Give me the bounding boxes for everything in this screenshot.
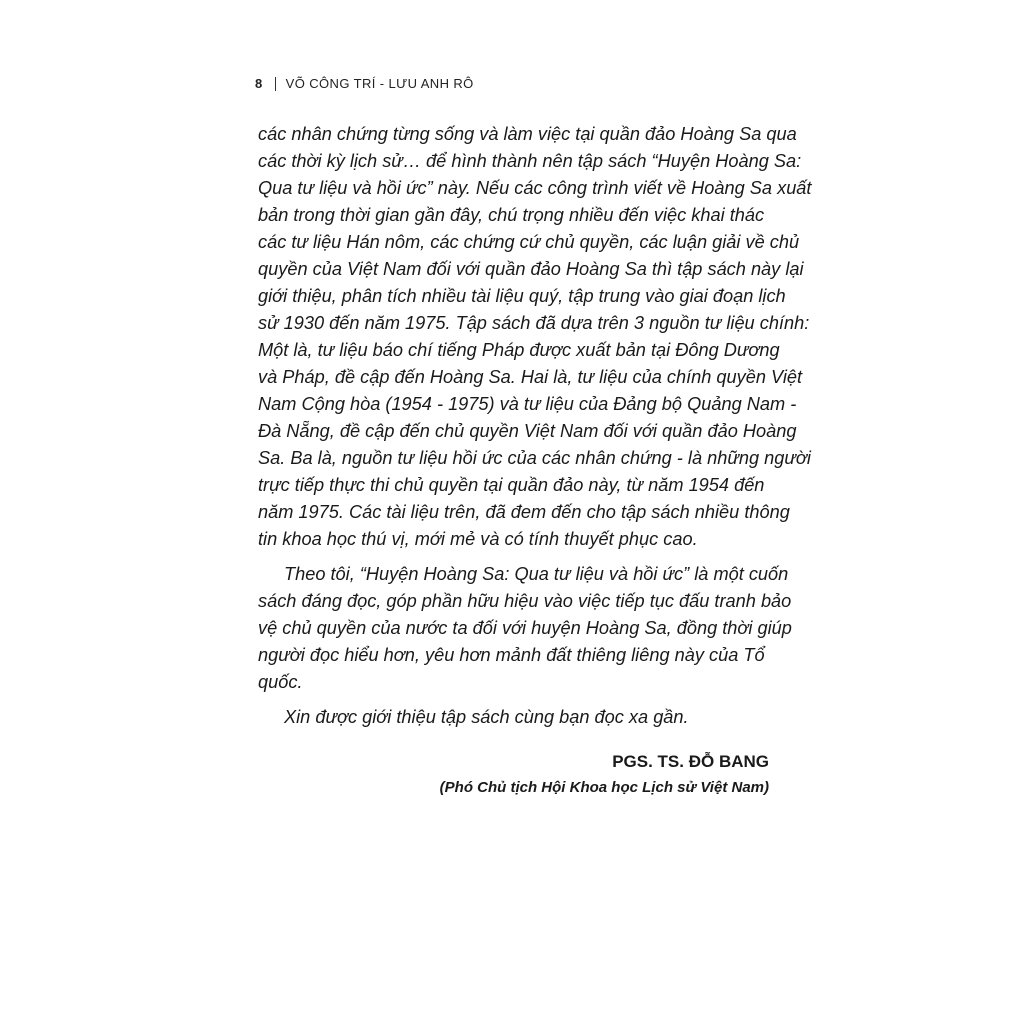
text-line: người đọc hiểu hơn, yêu hơn mảnh đất thiêng liêng này của Tổ <box>258 645 765 665</box>
text-line: bản trong thời gian gần đây, chú trọng nhiều đến việc khai thác <box>258 205 765 225</box>
text-line: tin khoa học thú vị, mới mẻ và có tính thuyết phục cao. <box>258 529 698 549</box>
signature-block <box>440 749 769 801</box>
running-header <box>255 76 474 91</box>
author-name: PGS. TS. ĐỖ BANG <box>612 752 769 771</box>
author-role: (Phó Chủ tịch Hội Khoa học Lịch sử Việt Nam) <box>439 779 769 796</box>
text-line: Sa. Ba là, nguồn tư liệu hồi ức của các nhân chứng - là những người <box>258 448 811 468</box>
text-line: và Pháp, đề cập đến Hoàng Sa. Hai là, tư liệu của chính quyền Việt <box>258 367 803 387</box>
body-text <box>258 121 812 731</box>
text-line: vệ chủ quyền của nước ta đối với huyện Hoàng Sa, đồng thời giúp <box>258 618 792 638</box>
text-line: Qua tư liệu và hồi ức” này. Nếu các công trình viết về Hoàng Sa xuất <box>258 178 812 198</box>
text-line: sách đáng đọc, góp phần hữu hiệu vào việc tiếp tục đấu tranh bảo <box>258 591 792 611</box>
text-line: các thời kỳ lịch sử… để hình thành nên tập sách “Huyện Hoàng Sa: <box>258 151 802 171</box>
paragraph-spacer <box>258 553 778 561</box>
text-line: Một là, tư liệu báo chí tiếng Pháp được xuất bản tại Đông Dương <box>258 340 780 360</box>
text-line: quyền của Việt Nam đối với quần đảo Hoàng Sa thì tập sách này lại <box>258 259 804 279</box>
text-line: Theo tôi, “Huyện Hoàng Sa: Qua tư liệu và hồi ức” là một cuốn <box>284 564 789 584</box>
text-line: các tư liệu Hán nôm, các chứng cứ chủ quyền, các luận giải về chủ <box>258 232 800 252</box>
paragraph-3 <box>258 704 778 731</box>
text-line: sử 1930 đến năm 1975. Tập sách đã dựa trên 3 nguồn tư liệu chính: <box>258 313 810 333</box>
running-title: VÕ CÔNG TRÍ - LƯU ANH RÔ <box>285 76 474 91</box>
text-line: Xin được giới thiệu tập sách cùng bạn đọc xa gần. <box>284 707 689 727</box>
text-line: các nhân chứng từng sống và làm việc tại quần đảo Hoàng Sa qua <box>258 124 797 144</box>
text-line: quốc. <box>258 672 303 692</box>
text-line: Đà Nẵng, đề cập đến chủ quyền Việt Nam đối với quần đảo Hoàng <box>258 421 797 441</box>
header-divider <box>275 77 276 91</box>
text-line: Nam Cộng hòa (1954 - 1975) và tư liệu của Đảng bộ Quảng Nam - <box>258 394 797 414</box>
text-line: năm 1975. Các tài liệu trên, đã đem đến cho tập sách nhiều thông <box>258 502 790 522</box>
paragraph-spacer <box>258 696 778 704</box>
text-line: giới thiệu, phân tích nhiều tài liệu quý, tập trung vào giai đoạn lịch <box>258 286 786 306</box>
paragraph-2 <box>258 561 792 696</box>
text-line: trực tiếp thực thi chủ quyền tại quần đảo này, từ năm 1954 đến <box>258 475 765 495</box>
page-number: 8 <box>255 76 263 91</box>
paragraph-1 <box>258 121 812 553</box>
